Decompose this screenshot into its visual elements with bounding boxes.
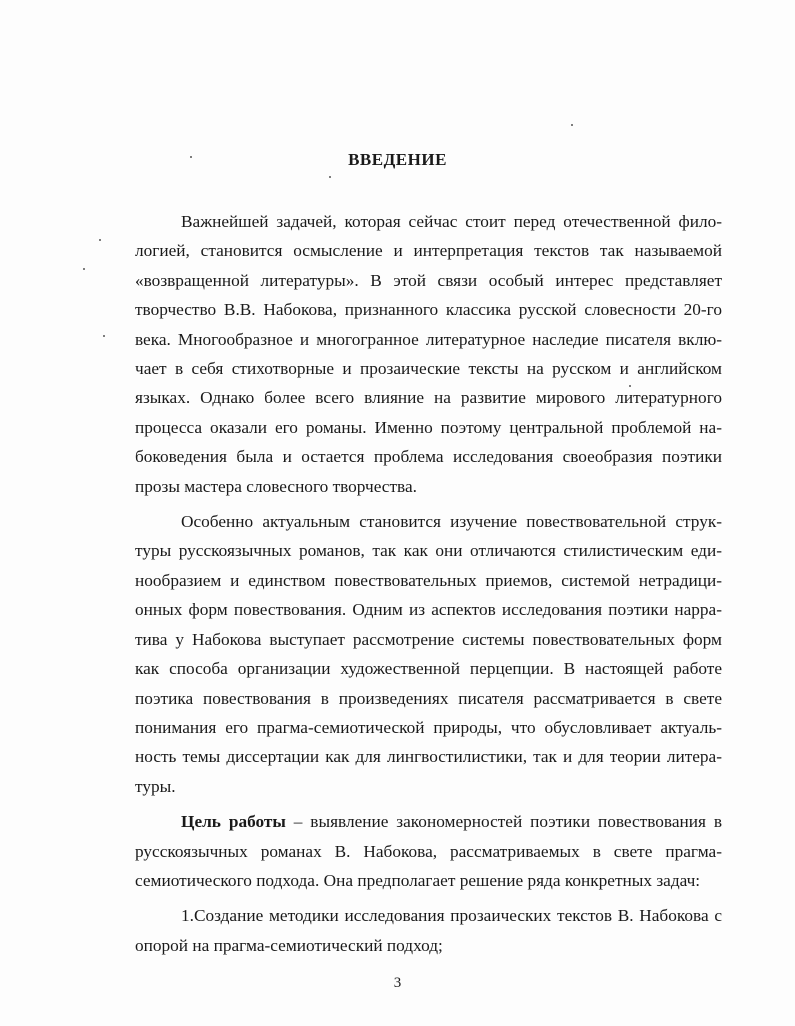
goal-label: Цель работы	[181, 812, 286, 832]
section-heading: ВВЕДЕНИЕ	[348, 150, 447, 169]
scan-speck	[571, 124, 573, 126]
paragraph-goal	[135, 807, 722, 895]
goal-text: – выявление закономерностей поэтики повествования в русскоязычных романах В. Набокова, рассматриваемых в свете прагма-семиотического подхода. Она предполагает решение ряда конкретных задач:	[135, 812, 722, 890]
scan-speck	[190, 156, 192, 158]
body-text	[135, 207, 722, 966]
scan-speck	[99, 239, 101, 241]
scan-speck	[629, 385, 631, 387]
scan-speck	[103, 335, 105, 337]
scan-speck	[329, 176, 331, 178]
scan-speck	[83, 268, 85, 270]
page-number: 3	[393, 975, 402, 991]
paragraph-relevance: Особенно актуальным становится изучение повествовательной структуры русскоязычных романов, так как они отличаются стилистическим единообразием и единством повествовательных приемов, системой нетрадиционных форм повествования. Одним из аспектов исследования поэтики нарратива у Набокова выступает рассмотрение системы повествовательных форм как способа организации художественной перцепции. В настоящей работе поэтика повествования в произведениях писателя рассматривается в свете понимания его прагма-семиотической природы, что обусловливает актуальность темы диссертации как для лингвостилистики, так и для теории литературы.	[135, 512, 722, 796]
paragraph-task-1: 1.Создание методики исследования прозаических текстов В. Набокова с опорой на прагма-семиотический подход;	[135, 906, 722, 955]
paragraph-intro: Важнейшей задачей, которая сейчас стоит перед отечественной филологией, становится осмысление и интерпретация текстов так называемой «возвращенной литературы». В этой связи особый интерес представляет творчество В.В. Набокова, признанного классика русской словесности 20-го века. Многообразное и многогранное литературное наследие писателя включает в себя стихотворные и прозаические тексты на русском и английском языках. Однако более всего влияние на развитие мирового литературного процесса оказали его романы. Именно поэтому центральной проблемой набоковедения была и остается проблема исследования своеобразия поэтики прозы мастера словесного творчества.	[135, 212, 722, 496]
